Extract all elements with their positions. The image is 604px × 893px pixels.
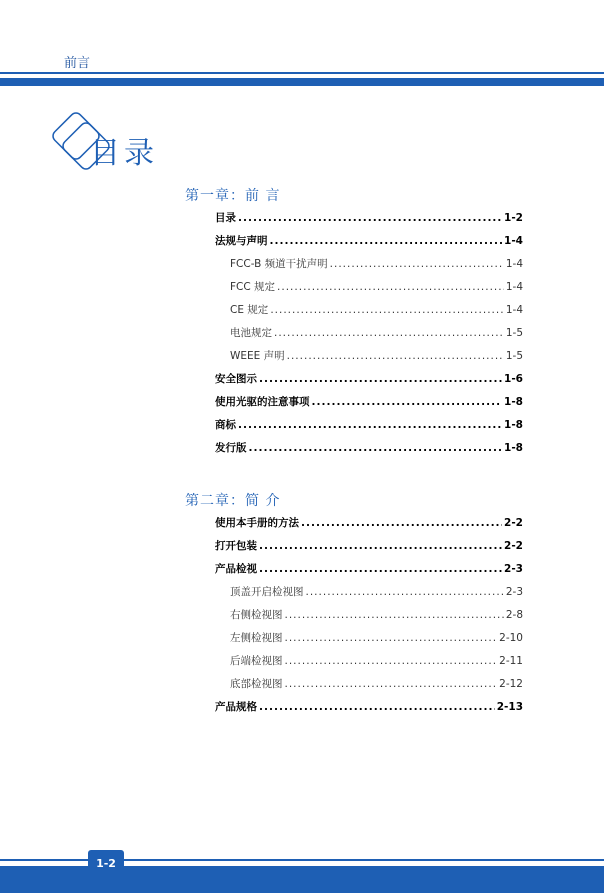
toc-entry[interactable] <box>230 630 523 653</box>
toc-entry[interactable] <box>215 371 523 394</box>
page-title: 目录 <box>90 136 158 171</box>
toc-leader-dots <box>249 442 503 454</box>
toc-entry-label: 使用光驱的注意事项 <box>215 396 310 408</box>
toc-entry-page: 2-13 <box>496 701 523 713</box>
toc-entry-page: 1-4 <box>505 258 523 270</box>
toc-leader-dots <box>259 540 502 552</box>
toc-entry[interactable] <box>215 699 523 722</box>
toc-leader-dots <box>270 235 503 247</box>
toc-entry-label: 安全图示 <box>215 373 257 385</box>
toc-entry-label: 法规与声明 <box>215 235 268 247</box>
toc-leader-dots <box>285 678 498 690</box>
toc-entry-page: 1-8 <box>504 442 523 454</box>
toc-entry-page: 2-8 <box>505 609 523 621</box>
toc-entry-label: 右侧检视图 <box>230 609 283 621</box>
header-rule-thin <box>0 72 604 74</box>
toc-leader-dots <box>238 419 502 431</box>
toc-entry-label: 后端检视图 <box>230 655 283 667</box>
toc-entry-page: 1-4 <box>505 304 523 316</box>
toc-entry[interactable] <box>215 417 523 440</box>
toc-leader-dots <box>277 281 504 293</box>
toc-entry-page: 1-4 <box>505 281 523 293</box>
toc-entry-label: 左侧检视图 <box>230 632 283 644</box>
toc-leader-dots <box>301 517 502 529</box>
toc-entry-page: 1-2 <box>504 212 523 224</box>
toc-entry-label: FCC 规定 <box>230 281 276 293</box>
toc-leader-dots <box>259 701 495 713</box>
toc-leader-dots <box>306 586 504 598</box>
toc-leader-dots <box>270 304 504 316</box>
toc-entry-label: WEEE 声明 <box>230 350 285 362</box>
toc-leader-dots <box>259 373 502 385</box>
toc-entry-label: 电池规定 <box>230 327 272 339</box>
toc-entry[interactable] <box>230 348 523 371</box>
toc-entry[interactable] <box>215 538 523 561</box>
toc-entry[interactable] <box>230 607 523 630</box>
toc-entry-page: 2-10 <box>499 632 523 644</box>
toc-entry[interactable] <box>215 515 523 538</box>
toc-entry-page: 2-11 <box>499 655 523 667</box>
toc-entry[interactable] <box>230 676 523 699</box>
toc-entry-label: 产品检视 <box>215 563 257 575</box>
toc-entry-page: 1-5 <box>505 327 523 339</box>
toc-entry[interactable] <box>230 653 523 676</box>
toc-entry-label: CE 规定 <box>230 304 269 316</box>
toc-entry-label: 发行版 <box>215 442 247 454</box>
toc-entry-page: 2-2 <box>504 517 523 529</box>
toc-entry-label: 顶盖开启检视图 <box>230 586 304 598</box>
toc-entry-page: 1-8 <box>504 396 523 408</box>
toc-entry-page: 1-6 <box>504 373 523 385</box>
toc-entry[interactable] <box>230 256 523 279</box>
toc-entry-page: 2-3 <box>504 563 523 575</box>
chapter2-toc <box>215 515 523 722</box>
toc-entry[interactable] <box>215 440 523 463</box>
toc-leader-dots <box>285 655 498 667</box>
toc-entry[interactable] <box>230 325 523 348</box>
toc-entry-label: 商标 <box>215 419 236 431</box>
header-rule-thick <box>0 78 604 86</box>
chapter1-heading: 第一章：前 言 <box>185 188 281 204</box>
toc-leader-dots <box>238 212 502 224</box>
toc-leader-dots <box>285 609 504 621</box>
toc-entry-page: 2-2 <box>504 540 523 552</box>
toc-entry-page: 2-3 <box>505 586 523 598</box>
toc-entry[interactable] <box>215 233 523 256</box>
toc-entry[interactable] <box>230 279 523 302</box>
toc-entry-label: 打开包装 <box>215 540 257 552</box>
toc-entry-page: 1-5 <box>505 350 523 362</box>
toc-entry-page: 2-12 <box>499 678 523 690</box>
running-header: 前言 <box>64 56 91 71</box>
toc-leader-dots <box>287 350 504 362</box>
toc-entry-page: 1-8 <box>504 419 523 431</box>
toc-leader-dots <box>259 563 502 575</box>
toc-entry[interactable] <box>215 210 523 233</box>
toc-entry-label: 底部检视图 <box>230 678 283 690</box>
toc-entry-label: 产品规格 <box>215 701 257 713</box>
toc-entry[interactable] <box>215 394 523 417</box>
toc-entry[interactable] <box>215 561 523 584</box>
toc-entry[interactable] <box>230 302 523 325</box>
toc-entry-label: 使用本手册的方法 <box>215 517 299 529</box>
toc-entry-label: 目录 <box>215 212 236 224</box>
chapter1-toc <box>215 210 523 463</box>
toc-leader-dots <box>330 258 504 270</box>
toc-leader-dots <box>312 396 503 408</box>
toc-leader-dots <box>274 327 504 339</box>
chapter2-heading: 第二章：简 介 <box>185 493 281 509</box>
toc-leader-dots <box>285 632 498 644</box>
toc-entry[interactable] <box>230 584 523 607</box>
page-number: 1-2 <box>88 850 124 876</box>
toc-entry-label: FCC-B 频道干扰声明 <box>230 258 328 270</box>
toc-entry-page: 1-4 <box>504 235 523 247</box>
